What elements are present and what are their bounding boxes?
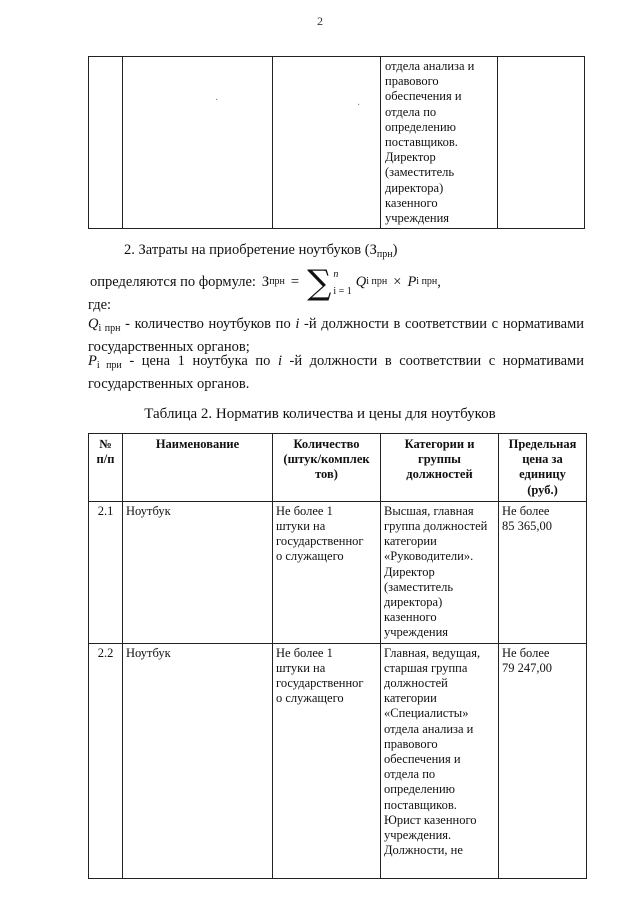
laptop-norms-table [88, 433, 587, 879]
sum-limits [333, 269, 351, 297]
times-sign: × [393, 274, 402, 290]
cell-price: Не более 85 365,00 [499, 501, 587, 643]
cell-line: Директор [385, 150, 436, 165]
cell-line: определению [385, 119, 456, 134]
page-number: 2 [317, 14, 323, 28]
table-cell-categories [381, 57, 498, 229]
continued-table [88, 56, 585, 229]
cell-categories: Главная, ведущая, старшая группа должностей категории «Специалисты» отдела анализа и правового обеспечения и отдела по определению поставщиков. Юрист казенного учреждения. Должности, не [381, 643, 499, 878]
cell-line: обеспечения и [385, 89, 462, 104]
table-header-row [89, 434, 587, 502]
index-i: i [295, 316, 300, 332]
cell-categories: Высшая, главная группа должностей категории «Руководители». Директор (заместитель директора) казенного учреждения [381, 501, 499, 643]
index-i: i [277, 353, 282, 369]
cell-line: отдела по [385, 104, 437, 119]
scan-speck: · [357, 100, 361, 111]
header-num: № п/п [89, 434, 123, 502]
equals-sign: = [290, 274, 300, 290]
symbol: З [369, 242, 377, 258]
subscript: прн [269, 276, 285, 287]
header-name: Наименование [123, 434, 273, 502]
formula-p: P [407, 274, 417, 290]
header-price: Предельная цена за единицу (руб.) [499, 434, 587, 502]
q-symbol: Q [88, 316, 99, 332]
sum-icon: ∑ [307, 263, 332, 303]
formula-line: определяются по формуле: З прн = ∑ n i = 1 Q i прн × P i прн , [90, 263, 441, 303]
formula-q: Q [355, 274, 367, 290]
section-heading: 2. Затраты на приобретение ноутбуков $(З_{прн})$ [124, 242, 398, 260]
cell-name: Ноутбук [123, 643, 273, 878]
subscript: i прн [98, 323, 121, 334]
subscript: i прн [416, 276, 438, 287]
cell-line: отдела анализа и [385, 59, 475, 73]
cell-line: (заместитель [385, 165, 455, 180]
table-caption: Таблица 2. Норматив количества и цены для ноутбуков [144, 406, 496, 422]
header-categories: Категории и группы должностей [381, 434, 499, 502]
cell-qty: Не более 1 штуки на государственног о служащего [273, 501, 381, 643]
formula-label: определяются по формуле: [90, 274, 256, 290]
sum-lower-limit: i = 1 [333, 286, 352, 297]
cell-qty: Не более 1 штуки на государственног о служащего [273, 643, 381, 878]
p-symbol: P [88, 353, 97, 369]
subscript: i при [96, 360, 122, 371]
cell-name: Ноутбук [123, 501, 273, 643]
subscript: прн [376, 249, 393, 260]
cell-line: учреждения [385, 211, 450, 226]
definition-q: $Q_{i прн}$ - количество ноутбуков по i -й должности в соответствии с нормативами государственных органов; [88, 316, 584, 355]
table-cell [498, 57, 585, 229]
table-cell [123, 57, 273, 229]
cell-line: казенного [385, 195, 438, 210]
cell-line: правового [385, 74, 439, 89]
table-row [89, 57, 585, 229]
subscript: i прн [366, 276, 388, 287]
table-row [89, 643, 587, 878]
cell-num: 2.2 [89, 643, 123, 878]
where-label: где: [88, 297, 112, 313]
header-qty: Количество (штук/комплек тов) [273, 434, 381, 502]
definition-p: $P_{i при}$ - цена 1 ноутбука по i -й должности в соответствии с нормативами государственных органов. [88, 353, 584, 392]
table-cell [89, 57, 123, 229]
formula-lhs: З [261, 274, 270, 290]
table-row [89, 501, 587, 643]
cell-line: поставщиков. [385, 135, 458, 150]
cell-line: директора) [385, 180, 444, 195]
cell-price: Не более 79 247,00 [499, 643, 587, 878]
cell-num: 2.1 [89, 501, 123, 643]
scan-speck: · [215, 95, 219, 106]
table-cell [273, 57, 381, 229]
sum-upper-limit: n [333, 269, 339, 280]
